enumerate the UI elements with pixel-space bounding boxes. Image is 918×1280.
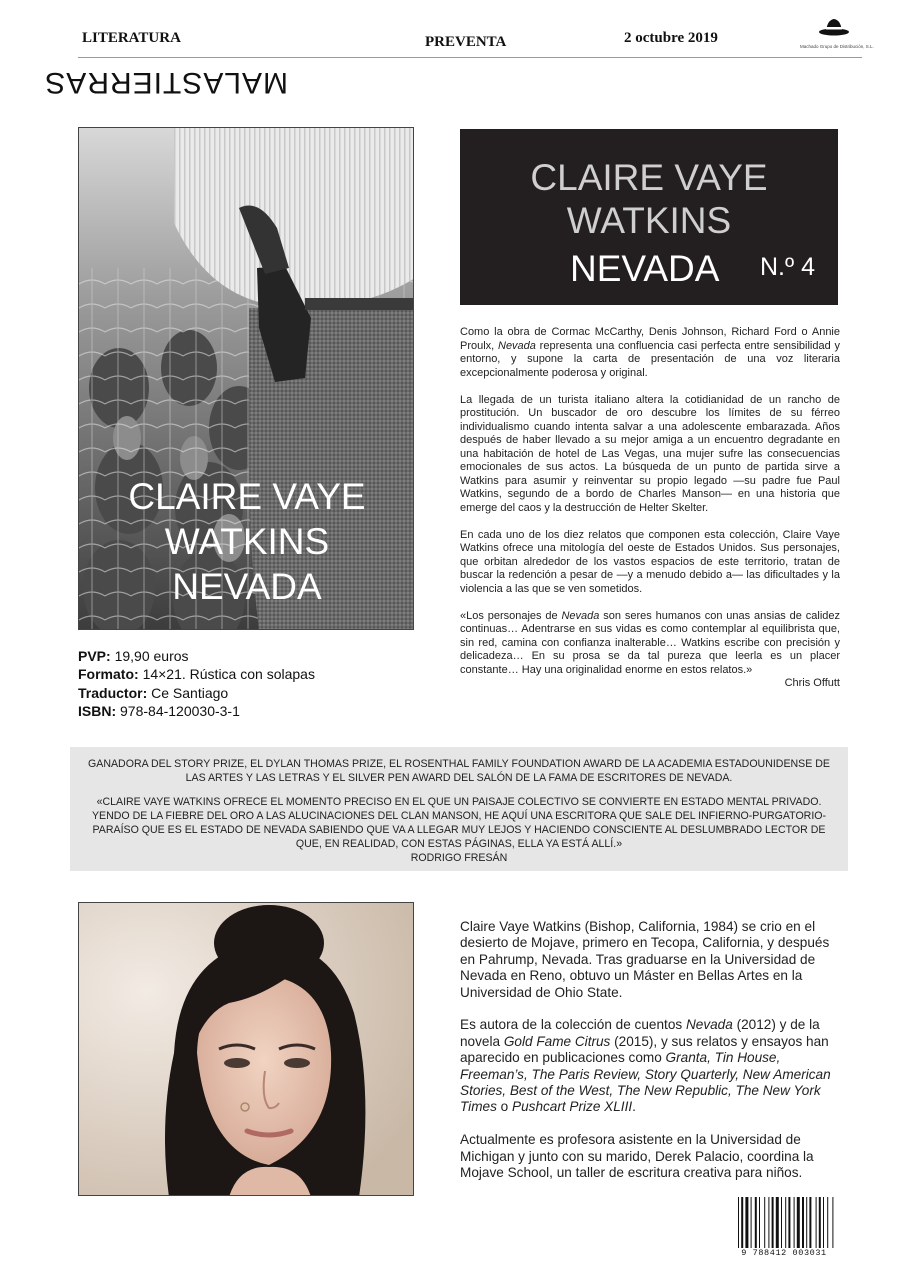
synopsis-paragraph: En cada uno de los diez relatos que componen esta colección, Claire Vaye Watkins ofrece una mitología del oeste de Estados Unidos. Sus personajes, que orbitan alrededor de los vastos espacios de este territorio, tratan de buscar la redención a pesar de —y a menudo debido a— las dificultades y la violencia a las que se ven sometidos.: [460, 528, 840, 595]
author-name-line: WATKINS: [566, 200, 732, 241]
hat-icon: [818, 16, 850, 38]
category-label: LITERATURA: [82, 30, 181, 46]
awards-text: GANADORA DEL STORY PRIZE, EL DYLAN THOMAS PRIZE, EL ROSENTHAL FAMILY FOUNDATION AWARD DE LA ACADEMIA ESTADOUNIDENSE DE LAS ARTES Y LAS LETRAS Y EL SILVER PEN AWARD DEL SALÓN DE LA FAMA DE ESCRITORES DE NEVADA.: [88, 758, 830, 784]
band-quote-author: RODRIGO FRESÁN: [410, 852, 508, 864]
author-bio: [460, 919, 840, 1198]
imprint-logo: MALASTIERRAS: [44, 66, 288, 99]
book-specs: [78, 647, 315, 720]
bio-paragraph: Es autora de la colección de cuentos Nevada (2012) y de la novela Gold Fame Citrus (2015), y sus relatos y ensayos han aparecido en publicaciones como Granta, Tin House, Freeman’s, The Paris Review, Story Quarterly, New American Stories, Best of the West, The New Republic, The New York Times o Pushcart Prize XLIII.: [460, 1017, 831, 1115]
book-title: NEVADA: [570, 248, 720, 289]
barcode-number: 9 788412 003031: [730, 1248, 838, 1258]
publisher-name: Machado Grupo de Distribución, S.L.: [800, 44, 874, 49]
book-cover: [78, 127, 414, 630]
bio-paragraph: Claire Vaye Watkins (Bishop, California, 1984) se crio en el desierto de Mojave, primero en Tecopa, California, y después en Pahrump, Nevada. Tras graduarse en la Universidad de Nevada en Reno, obtuvo un Máster en Bellas Artes en la Universidad de Ohio State.: [460, 919, 830, 1000]
price-label: PVP:: [78, 648, 111, 664]
cover-title-line: WATKINS: [164, 521, 330, 562]
author-portrait: [79, 903, 414, 1196]
cover-title-line: NEVADA: [172, 566, 322, 607]
format-label: Formato:: [78, 666, 139, 683]
presale-label: PREVENTA: [425, 34, 507, 50]
review-author: Chris Offutt: [784, 677, 840, 689]
price-value: 19,90 euros: [114, 648, 189, 664]
synopsis-paragraph: Como la obra de Cormac McCarthy, Denis Johnson, Richard Ford o Annie Proulx, Nevada representa una confluencia casi perfecta entre sensibilidad y entorno, y supone la carta de presentación de una voz literaria excepcionalmente poderosa y original.: [460, 326, 840, 379]
header-rule: [78, 57, 862, 58]
isbn-value: 978-84-120030-3-1: [120, 702, 240, 719]
author-name-line: CLAIRE VAYE: [530, 157, 768, 198]
author-photo: [78, 902, 414, 1196]
format-value: 14×21. Rústica con solapas: [142, 666, 315, 683]
cover-title-line: CLAIRE VAYE: [128, 476, 366, 517]
publisher-logo: [800, 14, 874, 54]
translator-value: Ce Santiago: [151, 684, 229, 701]
cover-title: [79, 474, 414, 609]
awards-band: [70, 747, 848, 871]
bio-paragraph: Actualmente es profesora asistente en la Universidad de Michigan y junto con su marido, Derek Palacio, coordina la Mojave School, un taller de escritura creativa para niños.: [460, 1132, 814, 1181]
band-quote: «CLAIRE VAYE WATKINS OFRECE EL MOMENTO PRECISO EN EL QUE UN PAISAJE COLECTIVO SE CONVIERTE EN ESTADO MENTAL PRIVADO. YENDO DE LA FIEBRE DEL ORO A LAS ALUCINACIONES DEL CLAN MANSON, HE AQUÍ UNA ESCRITORA QUE SALE DEL INFIERNO-PURGATORIO-PARAÍSO QUE ES EL ESTADO DE NEVADA SABIENDO QUE VA A LLEGAR MUY LEJOS Y HACIENDO CONSCIENTE AL DESLUMBRADO LECTOR DE QUE, EN REALIDAD, CON ESTAS PÁGINAS, ELLA YA ESTÁ ALLÍ.»: [91, 796, 827, 850]
translator-label: Traductor:: [78, 684, 148, 701]
release-date: 2 octubre 2019: [624, 30, 718, 46]
synopsis: [460, 326, 840, 704]
isbn-label: ISBN:: [78, 702, 117, 719]
review-quote: «Los personajes de Nevada son seres humanos con unas ansias de calidez continuas… Adentrarse en sus vidas es como contemplar al equilibrista que, sin red, camina con confianza inalterable… Watkins escribe con precisión y delicadeza… En su prosa se da tal pureza que leerla es un placer constante… Hay una originalidad enorme en estos relatos.» Chris Offutt: [460, 609, 840, 689]
collection-number: N.º 4: [760, 253, 815, 281]
synopsis-paragraph: La llegada de un turista italiano altera la cotidianidad de un rancho de prostitución. Un buscador de oro descubre los límites de su férreo individualismo cuando intenta salvar a una adolescente embarazada. Años después de haber llevado a su mejor amiga a un encuentro degradante en una habitación de hotel de Las Vegas, una mujer sufre las consecuencias emocionales de sus actos. La búsqueda de un punto de partida sirve a Watkins para asumir y reinventar su propio legado —su padre fue Paul Watkins, segundo de a bordo de Charles Manson— en una historia que emerge del caos y la destrucción de Helter Skelter.: [460, 393, 840, 514]
title-box: [460, 129, 838, 305]
